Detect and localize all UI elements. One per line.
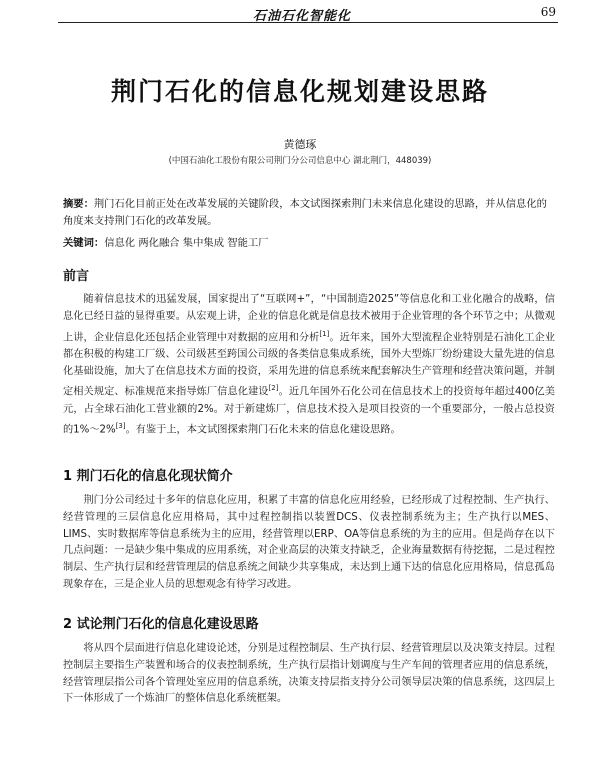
- preface-text-4: 。有鉴于上，本文试图探索荆门石化未来的信息化建设思路。: [125, 424, 401, 436]
- article-title: 荆门石化的信息化规划建设思路: [110, 77, 489, 106]
- preface-paragraph: [63, 292, 555, 440]
- page-header: [58, 4, 558, 23]
- preface-text-2: 。近年来，国外大型流程企业特别是石油化工企业都在积极的构建工厂级、公司级甚至跨国公司级的各类信息集成系统，国外大型炼厂纷纷建设大量先进的信息化基础设施，加大了在信息技术方面的投资，采用先进的信息系统来配套解决生产管理和经营决策问题，并制定相关规定、标准规范来指导炼厂信息化建设: [63, 331, 555, 398]
- page-number: 69: [540, 5, 556, 19]
- abstract: [63, 196, 555, 230]
- preface-text-3: 。近几年国外石化公司在信息技术上的投资每年超过400亿美元，占全球石油化工营业额的2%。对于新建炼厂，信息技术投入是项目投资的一个重要部分，一般占总投资的1%～2%: [63, 386, 555, 436]
- article-author: 黄德琢: [283, 138, 317, 151]
- preface-text-1: 随着信息技术的迅猛发展，国家提出了“互联网+”，“中国制造2025”等信息化和工业化融合的战略，信息化已经日益的显得重要。从宏观上讲，企业的信息化就是信息技术被用于企业管理的各个环节之中；从微观上讲，企业信息化还包括企业管理中对数据的应用和分析: [63, 294, 555, 343]
- section-1-paragraph: 荆门分公司经过十多年的信息化应用，积累了丰富的信息化应用经验，已经形成了过程控制、生产执行、经营管理的三层信息化应用格局，其中过程控制指以装置DCS、仪表控制系统为主；生产执行以MES、LIMS、实时数据库等信息系统为主的应用，经营管理以ERP、OA等信息系统的为主的应用。但是尚存在以下几点问题：一是缺少集中集成的应用系统，对企业高层的决策支持缺乏，企业海量数据有待挖掘，二是过程控制层、生产执行层和经营管理层的信息系统之间缺少共享集成，未达到上通下达的信息化应用格局，信息孤岛现象存在，三是企业人员的思想观念有待学习改进。: [63, 495, 555, 590]
- keywords: [63, 235, 555, 251]
- keywords-label: 关键词：: [63, 237, 105, 249]
- abstract-label: 摘要：: [63, 198, 94, 210]
- citation-1: [1]: [319, 329, 330, 338]
- citation-3: [3]: [115, 422, 126, 431]
- section-2-paragraph: 将从四个层面进行信息化建设论述，分别是过程控制层、生产执行层、经营管理层以及决策支持层。过程控制层主要指生产装置和场合的仪表控制系统，生产执行层指计划调度与生产车间的管理者应用的信息系统，经营管理层指公司各个管理处室应用的信息系统，决策支持层指支持分公司领导层决策的信息系统，这四层上下一体形成了一个炼油厂的整体信息化系统框架。: [63, 643, 555, 705]
- keywords-text: 信息化 两化融合 集中集成 智能工厂: [104, 237, 269, 249]
- journal-name: 石油石化智能化: [253, 9, 352, 24]
- citation-2: [2]: [268, 384, 279, 393]
- abstract-text: 荆门石化目前正处在改革发展的关键阶段，本文试图探索荆门未来信息化建设的思路，并从信息化的角度来支持荆门石化的改革发展。: [63, 198, 547, 227]
- section-1-heading: 1 荆门石化的信息化现状简介: [63, 469, 233, 484]
- article-affiliation: (中国石油化工股份有限公司荆门分公司信息中心 湖北荆门，448039): [168, 156, 432, 166]
- preface-heading: 前言: [63, 269, 90, 284]
- section-2-heading: 2 试论荆门石化的信息化建设思路: [63, 617, 259, 632]
